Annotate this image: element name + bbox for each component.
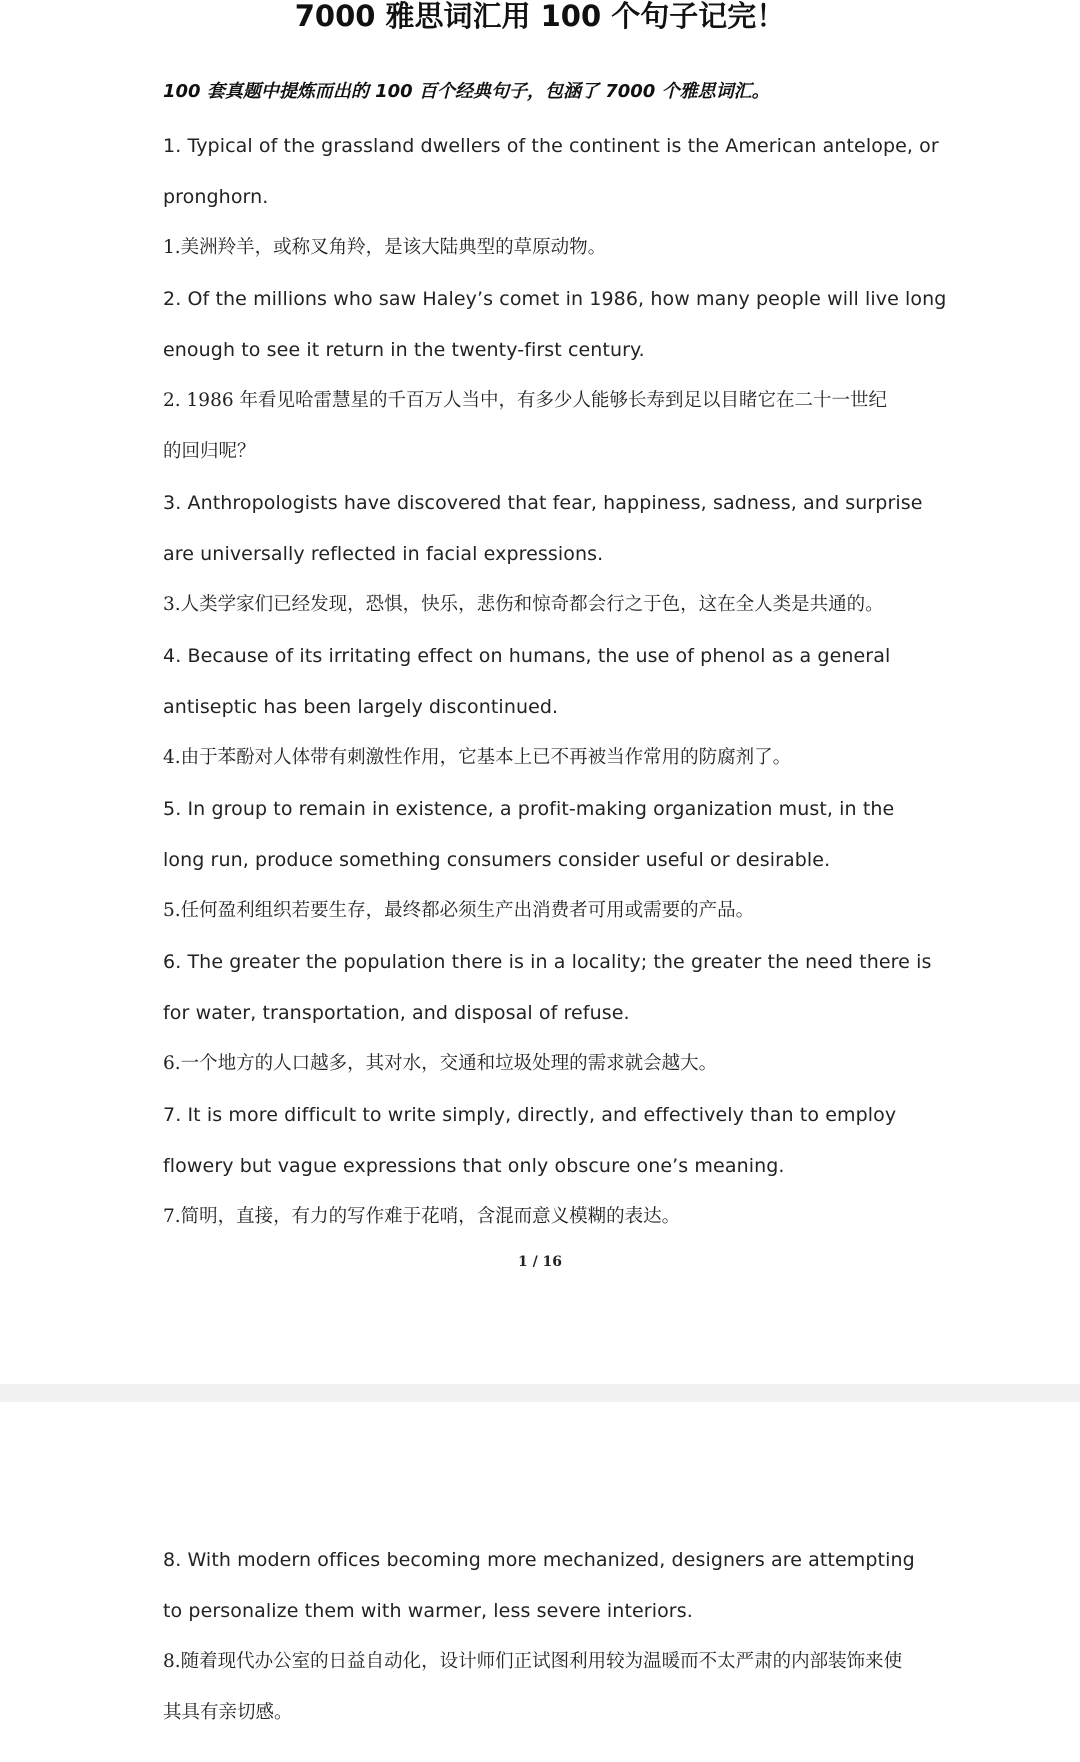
english-sentence-line: pronghorn. [163,186,269,208]
english-sentence-line: are universally reflected in facial expressions. [163,543,604,565]
english-sentence-line: for water, transportation, and disposal of refuse. [163,1002,630,1024]
page-1-content [163,126,947,1248]
chinese-translation-line: 2. 1986 年看见哈雷慧星的千百万人当中，有多少人能够长寿到足以目睹它在二十一世纪 [163,390,887,411]
page-indicator: 1 / 16 [517,1254,563,1270]
english-sentence-line: to personalize them with warmer, less severe interiors. [163,1600,693,1622]
english-sentence-line: 7. It is more difficult to write simply, directly, and effectively than to employ [163,1104,897,1126]
chinese-translation-line: 3.人类学家们已经发现，恐惧，快乐，悲伤和惊奇都会行之于色，这在全人类是共通的。 [163,594,884,615]
english-sentence-line: 1. Typical of the grassland dwellers of the continent is the American antelope, or [163,135,939,157]
chinese-translation-line: 5.任何盈利组织若要生存，最终都必须生产出消费者可用或需要的产品。 [163,900,755,921]
document-subtitle: 100 套真题中提炼而出的 100 百个经典句子，包涵了 7000 个雅思词汇。 [163,81,770,102]
chinese-translation-line: 的回归呢？ [163,441,256,462]
english-sentence-line: 8. With modern offices becoming more mechanized, designers are attempting [163,1549,915,1571]
page-2-content [163,1540,923,1744]
chinese-translation-line: 1.美洲羚羊，或称叉角羚，是该大陆典型的草原动物。 [163,237,607,258]
chinese-translation-line: 4.由于苯酚对人体带有刺激性作用，它基本上已不再被当作常用的防腐剂了。 [163,747,792,768]
english-sentence-line: 3. Anthropologists have discovered that fear, happiness, sadness, and surprise [163,492,923,514]
document-title: 7000 雅思词汇用 100 个句子记完！ [294,0,786,33]
english-sentence-line: long run, produce something consumers consider useful or desirable. [163,849,831,871]
chinese-translation-line: 8.随着现代办公室的日益自动化，设计师们正试图利用较为温暖而不太严肃的内部装饰来使 [163,1651,903,1672]
english-sentence-line: antiseptic has been largely discontinued. [163,696,559,718]
english-sentence-line: 5. In group to remain in existence, a profit-making organization must, in the [163,798,895,820]
english-sentence-line: flowery but vague expressions that only obscure one’s meaning. [163,1155,785,1177]
document-page-2 [0,1402,1080,1762]
english-sentence-line: 4. Because of its irritating effect on humans, the use of phenol as a general [163,645,891,667]
english-sentence-line: enough to see it return in the twenty-first century. [163,339,645,361]
page-separator [0,1384,1080,1402]
chinese-translation-line: 6.一个地方的人口越多，其对水，交通和垃圾处理的需求就会越大。 [163,1053,718,1074]
chinese-translation-line: 7.简明，直接，有力的写作难于花哨，含混而意义模糊的表达。 [163,1206,681,1227]
english-sentence-line: 2. Of the millions who saw Haley’s comet in 1986, how many people will live long [163,288,947,310]
chinese-translation-line: 其具有亲切感。 [163,1702,293,1723]
english-sentence-line: 6. The greater the population there is in a locality; the greater the need there is [163,951,932,973]
